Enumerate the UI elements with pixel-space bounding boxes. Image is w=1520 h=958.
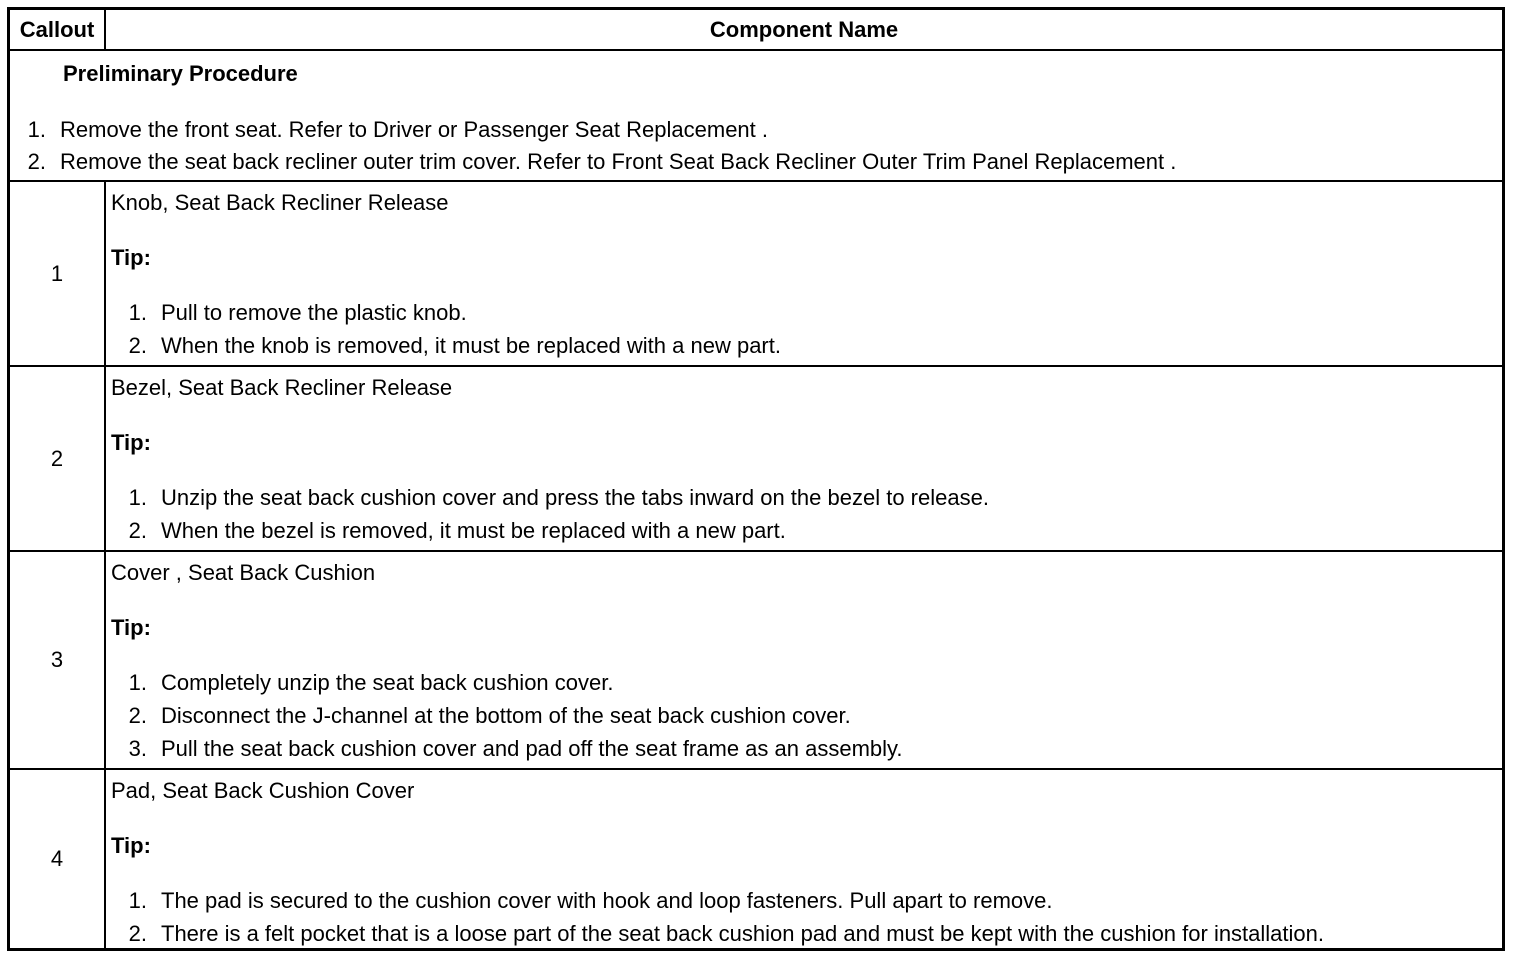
tip-step [111, 921, 1324, 947]
step-number: 3. [128, 736, 147, 761]
tip-step [111, 888, 1053, 914]
step-number: 1. [128, 485, 147, 510]
table-row [10, 182, 1502, 365]
component-name: Bezel, Seat Back Recliner Release [111, 375, 453, 400]
step-number: 2. [27, 149, 46, 174]
preliminary-step [10, 149, 1176, 175]
step-text: Unzip the seat back cushion cover and press the tabs inward on the bezel to release. [161, 485, 989, 510]
tip-step [111, 703, 851, 729]
tip-step [111, 333, 781, 359]
table-row [10, 367, 1502, 550]
tip-label: Tip: [111, 245, 151, 270]
preliminary-step [10, 117, 768, 143]
step-text: Completely unzip the seat back cushion cover. [161, 670, 614, 695]
column-divider [104, 182, 106, 948]
step-number: 2. [128, 921, 147, 946]
preliminary-title: Preliminary Procedure [63, 61, 298, 86]
component-name: Cover , Seat Back Cushion [111, 560, 376, 585]
tip-step [111, 670, 613, 696]
step-number: 1. [128, 300, 147, 325]
tip-step [111, 300, 467, 326]
callout-number: 2 [50, 445, 64, 471]
step-text: When the knob is removed, it must be replaced with a new part. [161, 333, 781, 358]
step-text: When the bezel is removed, it must be replaced with a new part. [161, 518, 786, 543]
component-name: Knob, Seat Back Recliner Release [111, 190, 449, 215]
component-cell [111, 182, 1502, 365]
step-text: There is a felt pocket that is a loose part of the seat back cushion pad and must be kept with the cushion for installation. [161, 921, 1325, 946]
step-number: 1. [27, 117, 46, 142]
tip-label: Tip: [111, 615, 151, 640]
step-text: Pull the seat back cushion cover and pad off the seat frame as an assembly. [161, 736, 903, 761]
tip-step [111, 518, 786, 544]
step-text: Pull to remove the plastic knob. [161, 300, 467, 325]
step-number: 1. [128, 670, 147, 695]
component-name: Pad, Seat Back Cushion Cover [111, 778, 415, 803]
header-divider [104, 10, 106, 50]
component-cell [111, 552, 1502, 768]
component-cell [111, 367, 1502, 550]
component-cell [111, 770, 1502, 948]
step-text: The pad is secured to the cushion cover with hook and loop fasteners. Pull apart to remove. [161, 888, 1053, 913]
callout-column-header: Callout [19, 17, 95, 42]
callout-number: 3 [50, 647, 64, 672]
tip-step [111, 485, 989, 511]
tip-label: Tip: [111, 430, 151, 455]
step-number: 2. [128, 518, 147, 543]
step-number: 2. [128, 333, 147, 358]
step-text: Disconnect the J-channel at the bottom of the seat back cushion cover. [161, 703, 851, 728]
step-number: 2. [128, 703, 147, 728]
component-name-column-header: Component Name [709, 17, 899, 42]
callout-number: 4 [50, 846, 64, 871]
callout-number: 1 [50, 260, 64, 286]
step-number: 1. [128, 888, 147, 913]
component-table [7, 7, 1505, 951]
step-text: Remove the seat back recliner outer trim cover. Refer to Front Seat Back Recliner Outer Trim Panel Replacement . [60, 149, 1177, 174]
tip-label: Tip: [111, 833, 151, 858]
table-row [10, 770, 1502, 948]
preliminary-procedure [10, 51, 1502, 180]
tip-step [111, 736, 903, 762]
table-row [10, 552, 1502, 768]
step-text: Remove the front seat. Refer to Driver or Passenger Seat Replacement . [60, 117, 768, 142]
